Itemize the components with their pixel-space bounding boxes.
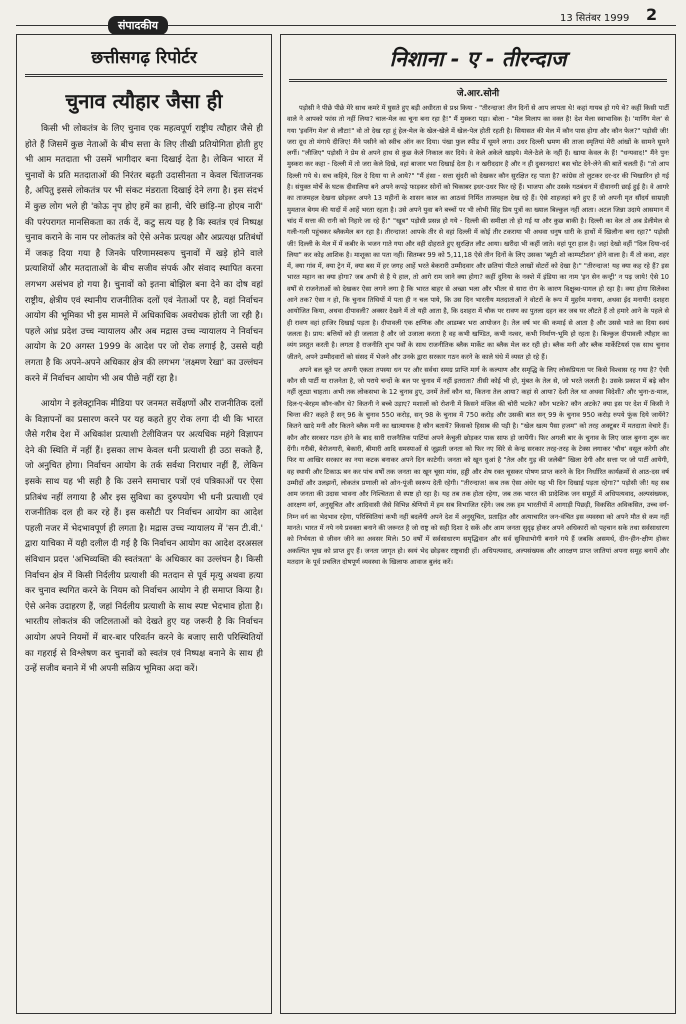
masthead: छत्तीसगढ़ रिपोर्टर [25, 45, 263, 77]
satire-column [280, 34, 676, 1014]
issue-date: 13 सितंबर 1999 [560, 13, 630, 24]
column-body [281, 103, 675, 998]
editorial-headline: चुनाव त्यौहार जैसा ही [65, 89, 223, 113]
page-number: 2 [646, 5, 658, 24]
editorial-paragraph: किसी भी लोकतंत्र के लिए चुनाव एक महत्वपूर्ण राष्ट्रीय त्यौहार जैसे ही होते हैं जिसमें कुछ नेताओं के बीच सत्ता के लिए तीखी प्रतियोगिता होती हुए भी आम मतदाता भी उसमें भागीदार बना दिखाई देता है। लेकिन भारत में चुनावों के प्रति मतदाताओं की निरंतर बढ़ती उदासीनता न केवल चिंताजनक है, अपितु इससे लोकतंत्र पर भी संकट मंडराता दिखाई देने लगा है। इस संदर्भ में कुछ लोग भले ही 'कोऊ नृप होए हमें का हानी, चेरि छांड़ि-ना होएब नारी' की परंपरागत मानसिकता का तर्क दें, कटु सत्य यह है कि स्वतंत्र एवं निष्पक्ष चुनाव कराने के नाम पर लोकतंत्र को ऐसे अनेक प्रत्यक्ष और अप्रत्यक्ष प्रतिबंधों में जकड़ दिया गया है जिनके परिणामस्वरूप चुनावों में खड़े होने वाले प्रत्याशियों और मतदाताओं के बीच सजीव संपर्क और संवाद स्थापित करना लगभग असंभव हो गया है। चुनावों को इतना बोझिल बना देने का दोष वहां राष्ट्रीय, क्षेत्रीय एवं स्थानीय राजनीतिक दलों एवं नेताओं पर है, वहां निर्वाचन आयोग की भूमिका भी इस मामले में अधिकाधिक अवरोधक होती जा रही है। पहले आंध्र प्रदेश उच्च न्यायालय और अब मद्रास उच्च न्यायालय ने निर्वाचन आयोग के 20 अगस्त 1999 के आदेश पर जो रोक लगाई है, उससे यही लगता है कि अपने-अपने अधिकार क्षेत्र की लगभग 'लक्ष्मण रेखा' का उल्लंघन करने में निर्वाचन आयोग भी अब पीछे नहीं रहा है। [25, 124, 263, 384]
column-headline: निशाना - ए - तीरन्दाज [289, 45, 667, 82]
section-badge: संपादकीय [108, 16, 168, 35]
editorial-paragraph: आयोग ने इलेक्ट्रानिक मीडिया पर जनमत सर्वेक्षणों और राजनीतिक दलों के विज्ञापनों का प्रसारण करने पर यह कहते हुए रोक लगा दी थी कि भारत जैसे गरीब देश में अधिकांश प्रत्याशी टेलीविजन पर अत्यधिक महंगे विज्ञापन देने की स्थिति में नहीं हैं। इसका लाभ केवल धनी प्रत्याशी ही उठा सकते हैं, जो अनुचित होगा। निर्वाचन आयोग के तर्क सर्वथा निराधार नहीं हैं, लेकिन इसके साथ यह भी सही है कि उसने समाचार पत्रों एवं पत्रिकाओं पर ऐसा प्रतिबंध नहीं लगाया है और इस सुविधा का दुरुपयोग भी धनी प्रत्याशी एवं राजनीतिक दल ही कर रहे हैं। इस कसौटी पर निर्वाचन आयोग का आदेश पहली नजर में भेदभावपूर्ण ही लगता है। मद्रास उच्च न्यायालय में 'सन टी.वी.' द्वारा याचिका में यही दलील दी गई है कि निर्वाचन आयोग का आदेश दरअसल संविधान प्रदत्त 'अभिव्यक्ति की स्वतंत्रता' के अधिकार का उल्लंघन है। किसी निर्वाचन क्षेत्र में किसी निर्दलीय प्रत्याशी की मतदान से पूर्व मृत्यु अथवा हत्या कर चुनाव स्थगित करने के नियम को निर्वाचन आयोग ने ही समाप्त किया है। ऐसे अनेक उदाहरण हैं, जहां निर्दलीय प्रत्याशी के साथ स्पष्ट भेदभाव होता है। भारतीय लोकतंत्र की जटिलताओं को देखते हुए यह जरूरी है कि निर्वाचन आयोग अपने नियमों में बार-बार परिवर्तन करने के बजाए सारी परिस्थितियों का गहराई से विश्लेषण कर चुनावों को स्वतंत्र एवं निष्पक्ष बनाने के साथ ही उन्हें सजीव बनाने में भी अपनी सक्रिय भूमिका अदा करें। [25, 399, 263, 675]
column-paragraph: अपने बल बूते पर अपनी एकता तपस्या धन पर और सर्वथा समग्र प्राप्ति मार्ग के कल्याण और समृद्धि के लिए लोकप्रियता पर किसे विश्वास रह गया है? ऐसी कौन सी पार्टी या राजनेता है, जो पराये चन्दों के बल पर चुनाव में नहीं इतराता? तीसी कोई भी हो, मुंबत के तेल से, जो भरते जलती है। उसके प्रकाश में बढ़े कौन नहीं लुट्या चाहता। अभी तक लोकसभा के 12 चुनाव हुए, उनमें तेलों कौन था, कितना तेल आया? कहां से आया? देशी तेल था अथवा विदेशी? और भुना-ठ-माल, दिल-ए-बेरहम कौन-कौन थे? कितनी ने बच्चे उड़ाए? मशालों को रोशनी में किसने मंजिल की चोरी भटके? कौन भटके? कौन अटके? क्या इस पर देश में किसी ने चिन्ता की? कहते हैं सन् 96 के चुनाव 550 करोड़, सन् 98 के चुनाव में 750 करोड़ और उसकी बात सन् 99 के चुनाव 950 करोड़ रुपये फूंक दिये जायेंगे? कितने खादे मनी और कितने ब्लैक मनी का खात्मायक है कौन बतायें? किसको हिसाब की पड़ी है। "खेल खत्म पैसा हजम" को तरह अक्टूबर में मतदाता वेचारे हैं। कौन और सरकार गठन होने के बाद सारी राजनैतिक पार्टियां अपने केचुली छोड़कर पाक साफ हो जायेंगी। फिर अगली बार के चुनाव के लिए जाल बुनना शुरू कर देंगी। गरीबी, बेरोजगारी, बेकारी, बीमारी आदि समस्याओं से जूझती जनता को फिर नए सिरे से केन्द्र सरकार तरह-तरह के टेक्स लगाकर 'चौथ' वसूल करेगी और फिर या आखिर सरकार का नया कटक बनाकर अपने दिन काटेगी। जनता को खून धुआं है "तेल और गुड़ की जलेबी" खिला देगी और सत्ता पर जो पार्टी आयेगी, वह स्थायी और टिकाऊ बन कर पांच वर्षों तक जनता का खून चूसा मांस, हड्डी और शेष रक्त चूसकर पोषण प्राप्त करने के दिन निर्धारित कार्यक्रमों से आठ-दस वर्ष उम्मीदों और उलझनों, लोकतंत्र प्रणाली को ओन-पूंजी स्वरूप देती रहेगी। "तीरन्दाज! कब तक ऐसा अंधेर यह भी दिन दिखाई पड़ता रहेगा?" पड़ोसी जी! यह सब आम जनता की उदास भावना और निश्चितता से स्पष्ट हो रहा है। यह तब तक होता रहेगा, जब तक भारत की प्रादेशिक जन समूहों में अधिपत्यवाद, अल्पसंख्यक, आरक्षण वर्ग, अनुसूचित और आदिवासी जैसे विभिन्न श्रेणियों में हम सब विभाजित रहेंगे। जब तक हम भारतीयों में आगाड़ी पिछड़ी, विकसित अविकसित, उच्च वर्ग-निम्न वर्ग का भेदभाव रहेगा, परिस्थितियां कभी नहीं बदलेंगी अपने देश में अनुसूचित, प्रताड़ित और अत्याचारित जन-वंचित इस व्यवस्था को अपने मौत से कम नहीं मानते। भारत में नये नये प्रवक्ता बनाने की जरूरत है जो राष्ट्र को सही दिशा दे सकें और आम जनता सुदृढ़ होकर अपने अधिकारों को पहचान सके तथा सर्वसाधारण को निर्भयता से जीवन जीने का अवसर मिले। 50 वर्षों में सर्वसाधारण समृद्धिवान और सर्व सुविधाभोगी बनाने गये हैं जबकि असमर्थ, दीन-हीन-क्षीण होकर अकल्पित भूख को प्राप्त हुए हैं। जनता जागृत हो। स्वयं भेद छोड़कर राष्ट्रवादी हों। अधिपत्यवाद, अल्पसंख्यक और आरक्षण प्राप्त जातियां अपना समूह बनायें और मतदान के पूर्व प्रचलित दोषपूर्ण व्यवस्था के खिलाफ आवाज बुलंद करें। [287, 365, 669, 566]
column-paragraph: पड़ोसी ने पीछे पीछे मेरे साथ कमरे में घुसते हुए बड़ी अधीरता से प्रश्न किया - "तीरन्दाज! तीन दिनों से आप लापता थे! कहां गायब हो गये थे? कहीं किसी पार्टी वाले ने आपको फांस तो नहीं लिया? चाल-मेल का चूना बना रहा है!" मैं मुस्करा पड़ा। बोला - "मेल मिलाप का वक्त है! देश मेला स्वाभाविक है। 'मार्निंग मेल' से गया 'इवनिंग मेल' से लौटा!" वो तो देख रहा हूं हेल-मेल के खेल-खेले में खेल-पेल होती रहती है। सियासत की मेल में कौन पास होगा और कौन फेल?" पड़ोसी जी! जरा दूध तो मंगाये दीजिए! मैंने पसीने को स्वीच ऑन कर दिया। पंखा फुल स्पीड में घूमने लगा। उधर दिल्ली भ्रमण की ताजा स्मृतियां मेरी आंखों के सामने घूमने लगीं। "लीजिए" पड़ोसी ने प्रेम से अपने हाथ से कुछ केले निकाल कर दिये। वे केले अकेले खाइये। मेले-ठेले के नहीं हैं। खाया केवल के हैं! "धन्यवाद!" मैंने पुनः मुस्करा कर कहा - दिल्ली में तो जरा केले दिखे, वहां बाजार भरा दिखाई देता है। न खरीददार है और न ही दुकानदार! बस चोट देने-लेने की बातें चलती हैं। "तो आप दिल्ली गये थे। सच कहिये, दिल दे दिया या ले आये?" "मैं हंसा - सत्ता सुंदरी को देखकर कौन सुरक्षित रह पाता है? कांग्रेस तो लुटकर दर-दर की भिखारिन हो गई है। संयुक्त मोर्चे के घटक दीवालिया बने अपने कपड़े फाड़कर सोनों को चिकाबर इधर-उधर फिर रहे हैं। भाजपा और उसके गठबंधन में दीवानगी छाई हुई है। वे आगरे का ताजमहल देखना छोड़कर अपने 13 महीनों के शासन काल का आठवां निर्मित ताजमहल देख रहे हैं। ऐसे शाहजहां बने हुए हैं जो अपनी मृत सौंदर्य साम्राज्ञी मुमताज बेगम की यादों में आहें भरता रहता है। उसे अपने युवा बने बच्चों पर भी लोभी सिंह प्रिय पुत्रों का ख्याल बिल्कुल नहीं आता। अटल जिन्ना उदाये आसमान में चांद में सत्ता की रानी को निहारे जा रहे हैं।" "खूब" पड़ोसी प्रसन्न हो गये - दिल्ली की समीक्षा तो हो गई या और कुछ बाकी है। दिल्ली का वेल तो अब डेलीमेल से गली-गली पहुंचकर ब्लैकमेल बन रहा है। तीरन्दाज! आपके तीर से वहां दिल्ली में कोई तीर टकराया भी अथवा धनुष धारी के हाथों में खिलौना बना रहा?" पड़ोसी जी! दिल्ली के मेल में में कबीर के भजन गाते गया और वही दोहराते हुए सुरक्षित लौट आया। खरीदा भी कहीं जाते। वहां पूरा हाल है। जहां देखो वहीं "दिल दिया-दर्द लिया" कर कोइ आशिक है। माशूका का पता नहीं। सितम्बर 99 को 5,11,18 ऐसे तीन दिनों के लिए उसका 'ब्यूटी शो काम्पटीशन' होने वाला है। मैं तो कवा, शहर में, क्या गांव में, क्या ट्रेन में, क्या बस में हर जगह आहें भरते बेकरारी उम्मीदवार और छतियां पीटते लाखों वोटरों को देखा है।" "तीरन्दाज! यह क्या कह रहे हैं? इस भारत महान का क्या होगा? जब अभी से है ये हाल, तो आगे राम जाने क्या होगा? कहीं दुनिया के नक्शे में इंडिया का नाम 'इन सेन कन्ट्री' न पढ़ जाये! ऐसे 10 वर्षों से राजनेताओं को देखकर ऐसा लगने लगा है कि भारत बाहर से अच्छा भला और भीतर से सारा रोग के कारण विक्षुब्ध-पागल हो रहा है। क्या होगा सिलेक्श आने तक? ऐसा न हो, कि चुनाव तिथियों में पता ही न चल पाये, कि उस दिन भारतीय मतदाताओं ने वोटरों के रूप में मुहर्रम मनाया, अथवा ईद मनायी! दशहरा आयोजित किया, अथवा दीपावली? अक्सर देखने में तो यही आता है, कि दशहरा में चौक पर रावण का पुतला दहन कर जब घर लौटते हैं तो हमारे आने के पहले से ही रावण वहां हाजिर दिखाई पड़ता है। दीपावली एक क्षणिक और आडम्बर भरा आयोजन है। तेल वर्ष भर की कमाई से आता है और उससे भाते का दिया स्वयं जलता है। प्राय: बत्तियों को ही जलाता है और जो उजाला करता है वह कभी खण्डित, कभी नश्वर, कभी निर्माण-भूमि हो रहता है। बिल्कुल दीपावली त्यौहार का व्यंग प्रस्तुत करती है। लगता है राजनीति शुभ पर्वों के साथ राजनीतिक ब्लैक मार्केट का ब्लैक मेल कर रही हो। ब्लैक मनी और ब्लैक मार्केटियर्स एक साथ चुनाव जीतने, अपने उम्मीदवारों को संसद में भेजने और उनके द्वारा सरकार गठन करने के काले घंधे में व्यस्त हो रहे हैं। [287, 104, 669, 361]
editorial-column [16, 34, 272, 1014]
editorial-body [17, 122, 271, 977]
column-author: जे.आर.सोनी [456, 89, 500, 99]
